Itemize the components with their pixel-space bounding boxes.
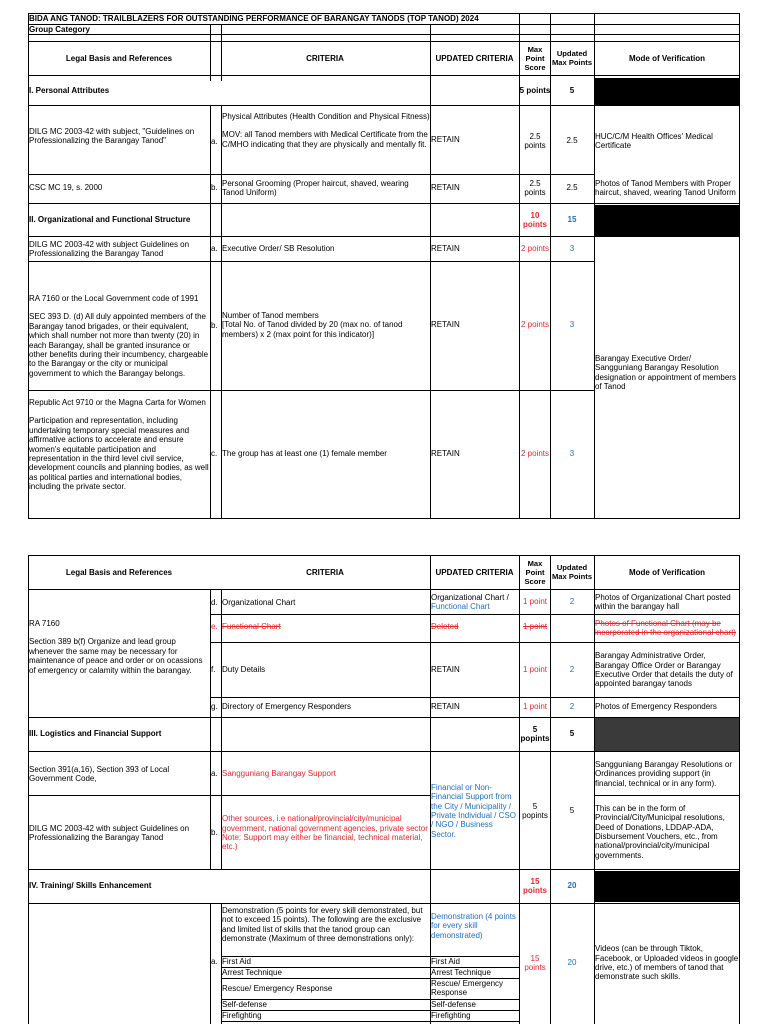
s2-r2-legal-section: SEC 393 D. (d) All duly appointed members of the Barangay tanod brigades, or their equivalent, which shall number not more than twenty (20) in each Barangay, shall be granted insurance or other benefits during their incumbency, chargeable to the Barangay or the city or municipal government to which the Barangay belongs.: [29, 312, 209, 378]
s2-r1-updated: RETAIN: [431, 244, 460, 254]
p2-s2-legal-law: RA 7160: [29, 619, 60, 628]
s2-r1-criteria: Executive Order/ SB Resolution: [222, 244, 335, 254]
header-mode-of-verification: Mode of Verification: [628, 54, 705, 64]
s1-r1-max: 2.5 points: [524, 131, 546, 150]
p2-e-updated: Deleted: [431, 622, 459, 632]
p2-d-updated-max: 2: [569, 597, 575, 607]
section-1-title: I. Personal Attributes: [29, 86, 110, 96]
p2-d-updated-org: Organizational Chart /: [431, 592, 509, 602]
s2-r1-letter: a.: [211, 244, 218, 254]
s1-r2-updated-max: 2.5: [566, 183, 578, 193]
s1-r1-letter: a.: [211, 137, 218, 147]
p2-header-criteria: CRITERIA: [306, 568, 344, 578]
section-2-max: 10 points: [523, 210, 547, 229]
p2-e-mov: Photos of Functional Chart (may be incorporated in the organizational chart): [595, 618, 736, 637]
s3-r2-letter: b.: [211, 828, 218, 838]
s4-upd-skill-arrest-technique: Arrest Technique: [431, 968, 491, 977]
s2-r2-max: 2 points: [520, 320, 550, 330]
section-1-mov-blackout: [595, 78, 739, 105]
s3-r1-letter: a.: [211, 769, 218, 779]
p2-s2-legal: [29, 619, 209, 691]
s3-r2-criteria-sources: Other sources, i.e national/provincial/city/municipal government, national government agencies, private sector: [222, 814, 428, 833]
p2-f-updated: RETAIN: [431, 665, 460, 675]
p2-d-updated-text: [431, 593, 519, 612]
header-updated-criteria: UPDATED CRITERIA: [435, 54, 514, 64]
s1-r1-criteria-main: Physical Attributes (Health Condition and Physical Fitness): [222, 112, 430, 121]
s4-skill-self-defense: Self-defense: [222, 1000, 267, 1009]
s1-r2-letter: b.: [211, 183, 218, 193]
p2-d-max: 1 point: [522, 597, 548, 607]
s1-r1-updated: RETAIN: [431, 135, 460, 145]
s4-skill-first-aid: First Aid: [222, 957, 251, 966]
p2-header-max-point: Max Point Score: [524, 558, 546, 586]
p2-header-updated-max: Updated Max Points: [551, 563, 593, 581]
p2-d-criteria: Organizational Chart: [222, 598, 296, 608]
p2-f-criteria: Duty Details: [222, 665, 266, 675]
s3-r1-mov: Sangguniang Barangay Resolutions or Ordinances providing support (in financial, technical or in any form).: [595, 759, 732, 788]
s4-upd-skill-self-defense: Self-defense: [431, 1000, 476, 1009]
s3-r1-criteria: Sangguniang Barangay Support: [222, 769, 336, 779]
s1-r1-criteria-mov: MOV: all Tanod members with Medical Certificate from the C/MHO indicating that they are physically and mentally fit.: [222, 130, 428, 149]
p2-header-updated-criteria: UPDATED CRITERIA: [435, 568, 514, 578]
s4-skill-firefighting: Firefighting: [222, 1011, 262, 1020]
s1-r2-updated: RETAIN: [431, 183, 460, 193]
s2-r2-legal: [29, 294, 209, 390]
s2-r1-updated-max: 3: [569, 244, 575, 254]
s2-r3-updated: RETAIN: [431, 449, 460, 459]
section-4-updated-max: 20: [567, 881, 577, 891]
s1-r2-mov: Photos of Tanod Members with Proper haircut, shaved, wearing Tanod Uniform: [595, 178, 736, 197]
header-updated-max: Updated Max Points: [551, 49, 593, 67]
p2-g-max: 1 point: [522, 702, 548, 712]
s3-r2-criteria-note: Note: Support may either be financial, technical material, etc.): [222, 833, 423, 852]
p2-header-legal: Legal Basis and References: [65, 568, 173, 578]
s1-r1-updated-max: 2.5: [566, 136, 578, 146]
p2-g-mov: Photos of Emergency Responders: [595, 702, 717, 712]
s4-updated-intro: Demonstration (4 points for every skill demonstrated): [431, 912, 516, 940]
section-4-mov-blackout: [595, 871, 739, 902]
p2-f-letter: f.: [211, 665, 216, 675]
s1-r1-legal: DILG MC 2003-42 with subject, "Guidelines on Professionalizing the Barangay Tanod": [29, 126, 195, 145]
section-3-max: 5 popints: [520, 724, 550, 743]
s2-r2-updated-max: 3: [569, 320, 575, 330]
section-3-mov-shade: [595, 718, 739, 751]
document-title: BIDA ANG TANOD: TRAILBLAZERS FOR OUTSTANDING PERFORMANCE OF BARANGAY TANODS (TOP TANOD) 2024: [29, 14, 479, 23]
p2-d-updated-functional: Functional Chart: [431, 602, 490, 611]
p2-e-letter: e.: [211, 622, 218, 632]
s4-upd-skill-rescue: Rescue/ Emergency Response: [431, 979, 504, 998]
s3-r2-mov: This can be in the form of Provincial/City/Municipal resolutions, Deed of Donations, LDDAP-ADA, Disbursement Vouchers, etc., from national/provincial/city/municipal governments.: [595, 803, 725, 860]
p2-f-updated-max: 2: [569, 665, 575, 675]
section-4-title: IV. Training/ Skills Enhancement: [29, 881, 152, 891]
s4-skill-arrest-technique: Arrest Technique: [222, 968, 282, 977]
s3-r2-criteria-text: [222, 814, 430, 852]
p2-g-criteria: Directory of Emergency Responders: [222, 702, 351, 712]
section-4-max: 15 points: [523, 876, 547, 895]
s2-r3-criteria: The group has at least one (1) female member: [222, 449, 387, 459]
s2-r3-max: 2 points: [520, 449, 550, 459]
s3-max: 5 popints: [522, 801, 548, 820]
section-2-title: II. Organizational and Functional Structure: [29, 215, 191, 225]
group-category-label: Group Category: [29, 25, 90, 34]
p2-f-max: 1 point: [522, 665, 548, 675]
s2-r2-letter: b.: [211, 321, 218, 331]
s3-updated: Financial or Non-Financial Support from the City / Municipality / Private Individual / CSO / NGO / Business Sector.: [431, 782, 516, 839]
section-2-mov-blackout: [595, 205, 739, 236]
s4-mov: Videos (can be through Tiktok, Facebook, or Uploaded videos in google drive, etc.) of members of tanod that demonstrate such skills.: [595, 944, 739, 982]
s1-r2-criteria: Personal Grooming (Proper haircut, shaved, wearing Tanod Uniform): [222, 178, 409, 197]
p2-e-criteria: Functional Chart: [222, 622, 281, 632]
s3-r2-legal: DILG MC 2003-42 with subject Guidelines on Professionalizing the Barangay Tanod: [29, 823, 190, 842]
p2-d-mov: Photos of Organizational Chart posted within the barangay hall: [595, 592, 731, 611]
s4-skill-rescue: Rescue/ Emergency Response: [222, 983, 333, 993]
s4-letter: a.: [211, 957, 218, 966]
s2-r3-updated-max: 3: [569, 449, 575, 459]
s1-r1-criteria: [222, 112, 430, 174]
s3-updated-max: 5: [569, 806, 575, 816]
s4-upd-skill-firefighting: Firefighting: [431, 1011, 471, 1020]
p2-f-mov: Barangay Administrative Order, Barangay Office Order or Barangay Executive Order that details the duty of appointed barangay tanods: [595, 651, 733, 689]
s2-r2-criteria: Number of Tanod members [Total No. of Tanod divided by 20 (max no. of tanod members) x 2 (max point for this indicator)]: [222, 310, 403, 339]
p2-g-updated: RETAIN: [431, 702, 460, 712]
s3-r1-legal: Section 391(a,16), Section 393 of Local Government Code,: [29, 764, 170, 783]
s4-upd-skill-first-aid: First Aid: [431, 957, 460, 966]
p2-d-letter: d.: [211, 598, 218, 608]
p2-header-mode-of-verification: Mode of Verification: [628, 568, 705, 578]
s2-r3-legal-text: Participation and representation, including undertaking temporary special measures and affirmative actions to accelerate and ensure women's equitable participation and representation in the third level civil service, development councils and planning bodies, as well as political parties and international bodies, including the private sector.: [29, 416, 209, 492]
p2-g-updated-max: 2: [569, 702, 575, 712]
p2-d-updated: [431, 590, 519, 614]
header-criteria: CRITERIA: [306, 54, 344, 64]
s4-max: 15 points: [524, 953, 546, 972]
s4-intro: Demonstration (5 points for every skill demonstrated, but not to exceed 15 points). The following are the exclusive and limited list of skills that the tanod group can demonstrate (Maximum of three demonstrations only):: [222, 906, 423, 944]
s2-r1-max: 2 points: [520, 244, 550, 254]
section-2-updated-max: 15: [567, 215, 577, 225]
header-legal: Legal Basis and References: [65, 54, 173, 64]
s2-r3-legal-law: Republic Act 9710 or the Magna Carta for Women: [29, 398, 206, 407]
s2-r2-updated: RETAIN: [431, 320, 460, 330]
s2-r3-legal: [29, 398, 209, 510]
s1-r2-max: 2.5 points: [524, 178, 546, 197]
p2-s2-legal-section: Section 389 b(f) Organize and lead group whenever the same may be necessary for maintenance of peace and order or on ocassions of emergency or calamity within the barangay.: [29, 637, 203, 675]
p2-e-max: 1 point: [522, 622, 548, 632]
s2-mov: Barangay Executive Order/ Sangguniang Barangay Resolution designation or appointment of members of Tanod: [595, 354, 736, 392]
s2-r1-legal: DILG MC 2003-42 with subject Guidelines on Professionalizing the Barangay Tanod: [29, 239, 190, 258]
header-max-point: Max Point Score: [524, 44, 546, 72]
p2-g-letter: g.: [211, 702, 218, 712]
s3-r2-criteria: [222, 798, 430, 868]
section-3-title: III. Logistics and Financial Support: [29, 729, 162, 739]
s1-r1-mov: HUC/C/M Health Offices' Medical Certificate: [595, 131, 713, 150]
section-3-updated-max: 5: [569, 729, 575, 739]
s1-r2-legal: CSC MC 19, s. 2000: [29, 183, 103, 193]
s4-updated-max: 20: [567, 958, 577, 968]
section-1-updated-max: 5: [569, 86, 575, 96]
section-1-max: 5 points: [519, 86, 551, 96]
s2-r2-legal-law: RA 7160 or the Local Government code of 1991: [29, 294, 199, 303]
s2-r3-letter: c.: [211, 449, 218, 459]
